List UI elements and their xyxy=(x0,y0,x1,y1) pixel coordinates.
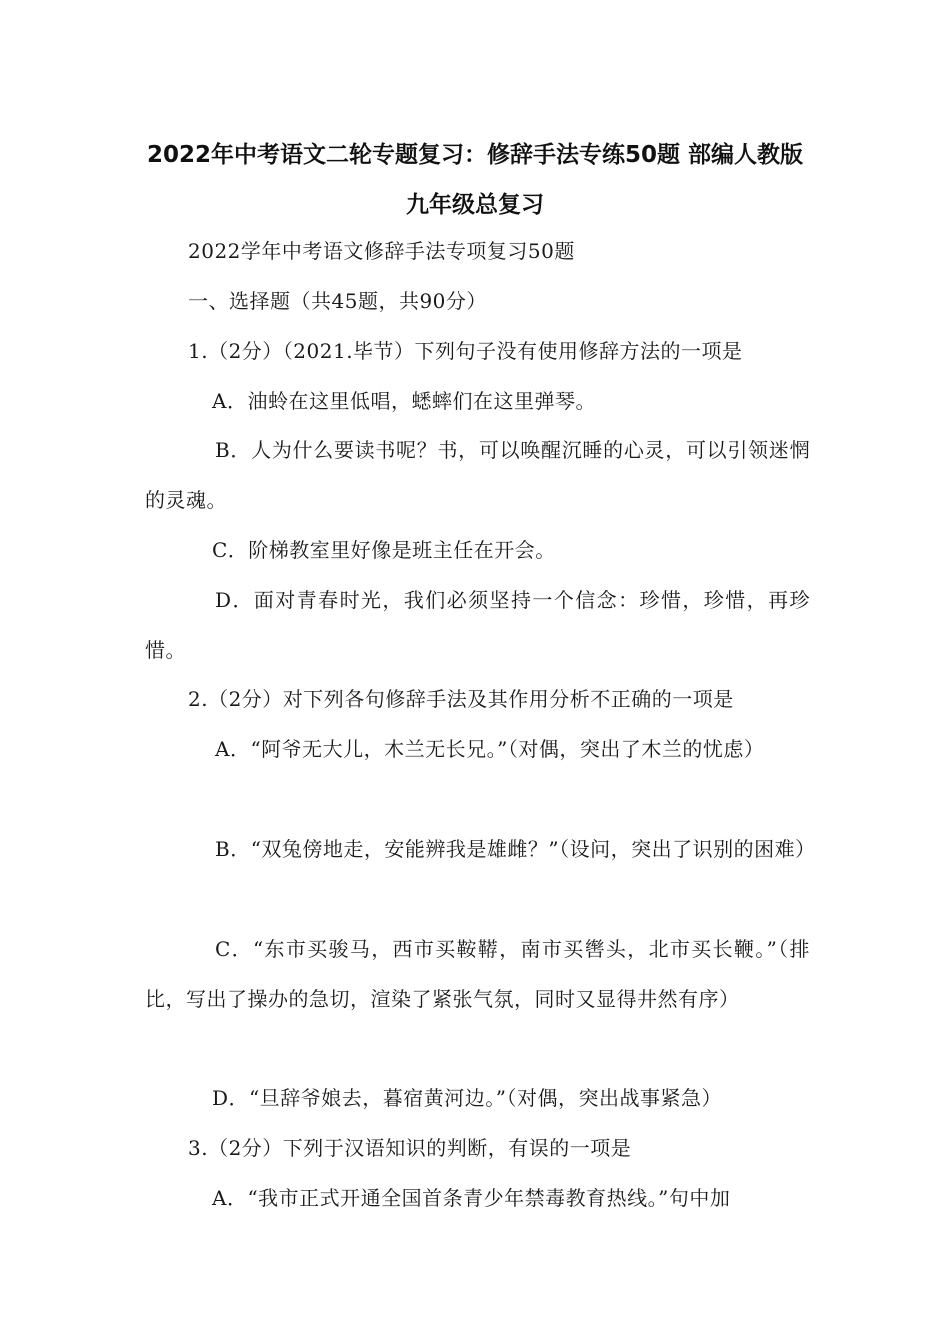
question-1-option-b: B．人为什么要读书呢？书，可以唤醒沉睡的心灵，可以引领迷惘的灵魂。 xyxy=(145,438,810,512)
question-3-stem: 3.（2分）下列于汉语知识的判断，有误的一项是 xyxy=(188,1136,632,1160)
question-1-option-a: A．油蛉在这里低唱，蟋蟀们在这里弹琴。 xyxy=(212,389,596,413)
question-2-option-a: A．“阿爷无大儿，木兰无长兄。”（对偶，突出了木兰的忧虑） xyxy=(215,737,765,761)
question-2-option-b: B．“双兔傍地走，安能辨我是雄雌？”（设问，突出了识别的困难） xyxy=(215,837,816,861)
section-heading: 一、选择题（共45题，共90分） xyxy=(188,289,487,313)
question-2-stem: 2.（2分）对下列各句修辞手法及其作用分析不正确的一项是 xyxy=(188,687,734,711)
document-title-line2: 九年级总复习 xyxy=(406,192,544,218)
subtitle: 2022学年中考语文修辞手法专项复习50题 xyxy=(188,239,575,263)
question-1-option-d: D．面对青春时光，我们必须坚持一个信念：珍惜，珍惜，再珍惜。 xyxy=(145,588,810,662)
question-3-option-a: A．“我市正式开通全国首条青少年禁毒教育热线。”句中加 xyxy=(212,1186,731,1210)
question-2-option-d: D．“旦辞爷娘去，暮宿黄河边。”（对偶，突出战事紧急） xyxy=(212,1086,722,1110)
question-2-option-c: C．“东市买骏马，西市买鞍鞯，南市买辔头，北市买长鞭。”（排比，写出了操办的急切，渲染了紧张气氛，同时又显得井然有序） xyxy=(145,937,810,1011)
document-title-line1: 2022年中考语文二轮专题复习：修辞手法专练50题 部编人教版 xyxy=(146,142,804,168)
question-1-option-c: C．阶梯教室里好像是班主任在开会。 xyxy=(212,538,556,562)
question-1-stem: 1.（2分）（2021.毕节）下列句子没有使用修辞方法的一项是 xyxy=(188,339,743,363)
